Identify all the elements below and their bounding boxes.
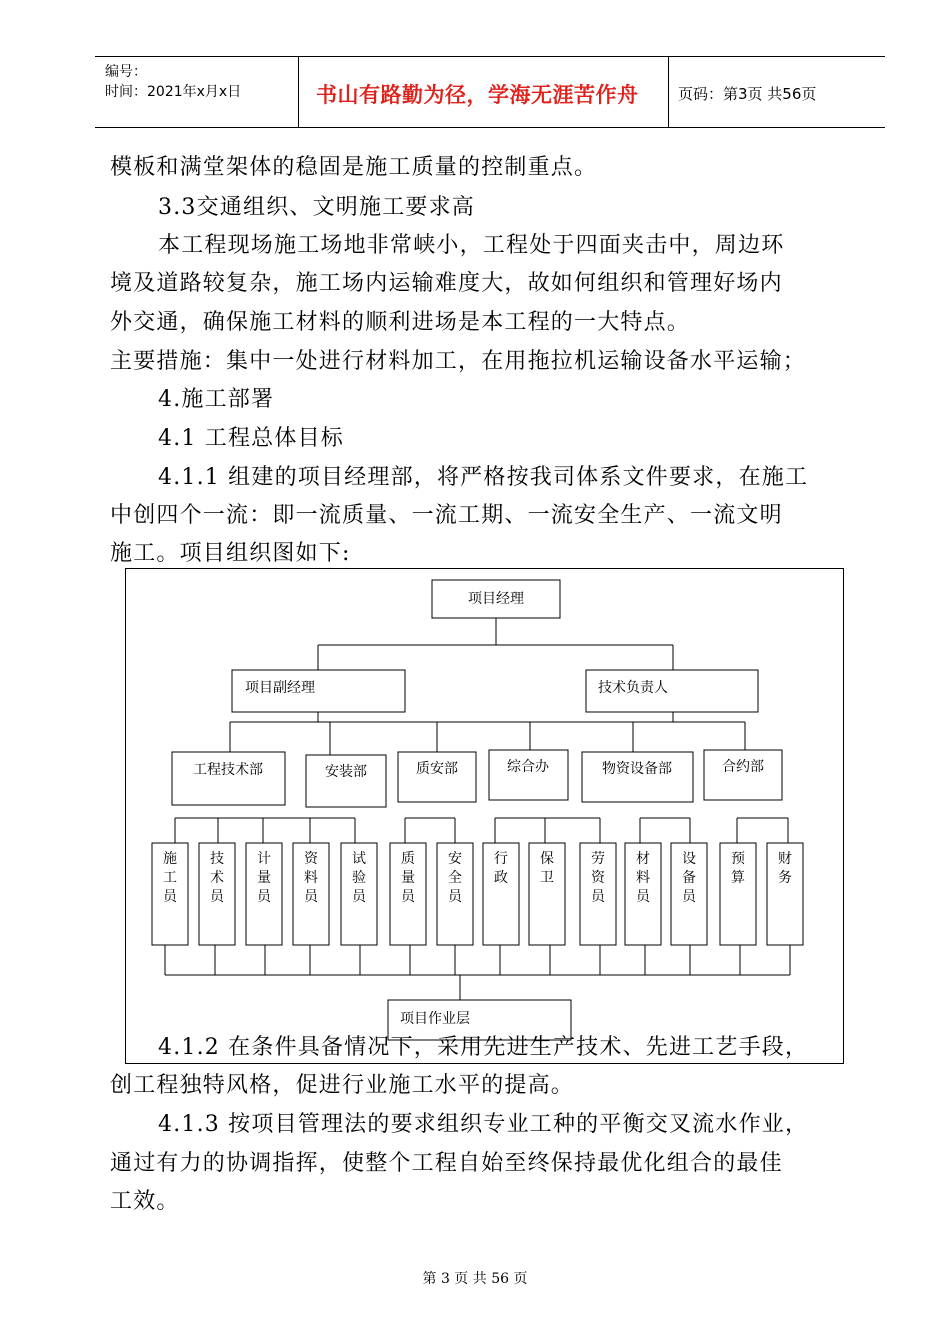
org-node-department-label: 物资设备部 (602, 761, 672, 777)
org-staff-boxes (152, 843, 803, 945)
org-node-staff-label: 技术员 (210, 851, 224, 905)
org-node-bottom-label: 项目作业层 (400, 1011, 470, 1027)
paragraph-line: 境及道路较复杂，施工场内运输难度大，故如何组织和管理好场内 (110, 271, 783, 296)
paragraph-line: 创工程独特风格，促进行业施工水平的提高。 (110, 1073, 575, 1098)
org-node-staff-label: 材料员 (636, 851, 650, 905)
section-heading: 4.1 工程总体目标 (158, 426, 344, 451)
paragraph-line: 本工程现场施工场地非常峡小，工程处于四面夹击中，周边环 (158, 233, 785, 258)
org-node-department (306, 755, 386, 807)
paragraph-line: 4.1.2 在条件具备情况下，采用先进生产技术、先进工艺手段， (158, 1035, 809, 1060)
org-node-department (489, 750, 568, 800)
org-node-staff (671, 843, 707, 945)
paragraph-line: 工效。 (110, 1189, 180, 1214)
org-node-staff-label: 设备员 (682, 851, 696, 905)
org-node-department-label: 工程技术部 (193, 762, 263, 778)
org-node-staff-label: 施工员 (163, 851, 177, 905)
org-node-staff-label: 劳资员 (591, 851, 605, 905)
org-node-staff (390, 843, 426, 945)
section-heading: 3.3交通组织、文明施工要求高 (158, 195, 475, 220)
org-node-department (704, 750, 782, 800)
org-node-staff (529, 843, 565, 945)
org-node-staff (580, 843, 616, 945)
header-motto: 书山有路勤为径，学海无涯苦作舟 (316, 83, 639, 107)
header-number-label: 编号： (105, 64, 147, 80)
org-node-department-label: 质安部 (416, 761, 458, 777)
paragraph-line: 4.1.3 按项目管理法的要求组织专业工种的平衡交叉流水作业， (158, 1112, 809, 1137)
org-node-staff (767, 843, 803, 945)
org-node-department (172, 752, 285, 805)
org-node-staff (720, 843, 756, 945)
paragraph-line: 通过有力的协调指挥，使整个工程自始至终保持最优化组合的最佳 (110, 1151, 783, 1176)
org-node-staff-label: 质量员 (401, 851, 415, 905)
section-heading: 4.施工部署 (158, 387, 275, 412)
org-node-staff-label: 资料员 (304, 851, 318, 905)
org-node-staff-label: 保卫 (540, 851, 554, 886)
paragraph-line: 施工。项目组织图如下: (110, 541, 351, 566)
org-node-department (398, 752, 476, 802)
org-node-staff (483, 843, 519, 945)
org-node-staff-label: 财务 (778, 851, 792, 886)
org-node-staff (341, 843, 377, 945)
header-time-label: 时间：2021年x月x日 (105, 84, 242, 100)
paragraph-line: 模板和满堂架体的稳固是施工质量的控制重点。 (110, 155, 598, 180)
org-node-staff-label: 计量员 (257, 851, 271, 905)
paragraph-line: 4.1.1 组建的项目经理部，将严格按我司体系文件要求，在施工 (158, 465, 809, 490)
org-node-department-label: 安装部 (325, 764, 367, 780)
org-node-tech-lead-label: 技术负责人 (598, 680, 668, 696)
org-node-top-label: 项目经理 (468, 591, 524, 607)
org-node-staff (246, 843, 282, 945)
org-node-staff (199, 843, 235, 945)
paragraph-line: 外交通，确保施工材料的顺利进场是本工程的一大特点。 (110, 310, 691, 335)
org-node-staff (152, 843, 188, 945)
paragraph-line: 主要措施：集中一处进行材料加工，在用拖拉机运输设备水平运输； (110, 349, 807, 374)
org-node-staff-label: 预算 (731, 851, 745, 886)
header-page-label: 页码：第3页 共56页 (678, 85, 817, 103)
org-node-staff (437, 843, 473, 945)
org-node-tech-lead (586, 670, 758, 712)
org-node-staff-label: 安全员 (448, 851, 462, 905)
org-node-department-label: 综合办 (507, 759, 549, 775)
page-footer: 第 3 页 共 56 页 (422, 1271, 528, 1287)
paragraph-line: 中创四个一流：即一流质量、一流工期、一流安全生产、一流文明 (110, 503, 783, 528)
org-node-staff (293, 843, 329, 945)
org-node-department-label: 合约部 (722, 759, 764, 775)
org-node-deputy-label: 项目副经理 (245, 680, 315, 696)
org-node-staff-label: 试验员 (352, 851, 366, 905)
org-node-department (582, 752, 693, 802)
org-node-top (432, 580, 560, 618)
org-node-staff-label: 行政 (494, 851, 508, 886)
org-node-deputy (232, 670, 405, 712)
org-node-staff (625, 843, 661, 945)
